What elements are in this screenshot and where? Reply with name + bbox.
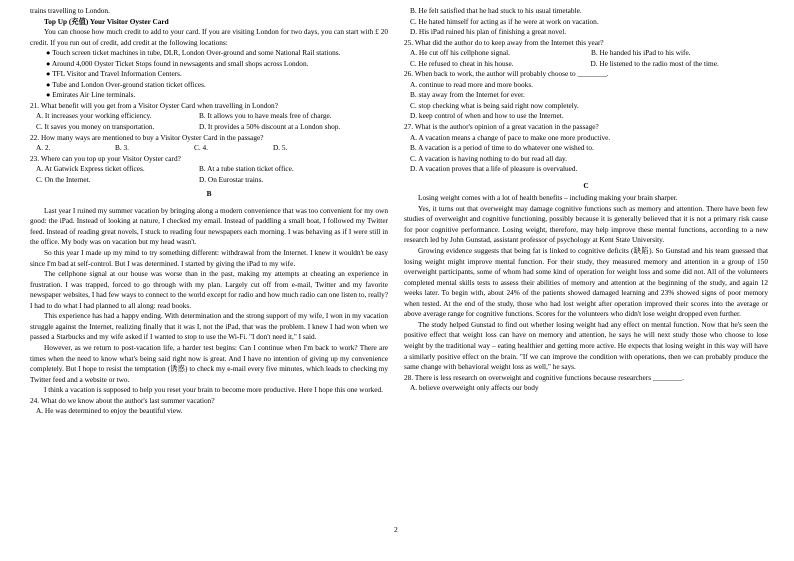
option: D. On Eurostar trains. (199, 174, 264, 184)
paragraph: The cellphone signal at our house was worse than in the past, making my attempts at cheating an experience in frustration. I was trapped, forced to go through with my plan. Largely cut off from e-mail, Twitter and my favorite newspaper websites, I had few ways to connect to the world except for radio and how much radio can one listen to, really? I had to do what I had planned to all along: read books. (30, 269, 388, 310)
bullet-item: ● TFL Visitor and Travel Information Centers. (46, 69, 182, 79)
option: B. He handed his iPad to his wife. (591, 48, 691, 58)
paragraph: I think a vacation is supposed to help you reset your brain to become more productive. Here I hope this one worked. (44, 385, 384, 395)
right-column (404, 6, 768, 394)
q22-options (30, 143, 388, 154)
section-c-heading: C (583, 180, 589, 190)
intro-tail: trains travelling to London. (30, 6, 110, 15)
option: A. A vacation means a change of pace to make one more productive. (410, 132, 611, 142)
option: A. continue to read more and more books. (410, 79, 533, 89)
question-23: 23. Where can you top up your Visitor Oyster card? (30, 153, 181, 163)
option: D. 5. (273, 143, 288, 153)
option: D. He listened to the radio most of the time. (590, 58, 719, 68)
q25-options-row2 (404, 59, 768, 70)
q23-options-row1 (30, 164, 388, 175)
option: C. It saves you money on transportation. (36, 122, 155, 132)
option: B. A vacation is a period of time to do whatever one wished to. (410, 143, 594, 153)
left-column (30, 6, 388, 417)
option: C. A vacation is having nothing to do but read all day. (410, 153, 567, 163)
bullet-item: ● Around 4,000 Oyster Ticket Stops found in newsagents and small shops across London. (46, 58, 309, 68)
option: A. He was determined to enjoy the beautiful view. (36, 406, 183, 416)
option: A. believe overweight only affects our body (410, 383, 539, 393)
paragraph: The study helped Gunstad to find out whether losing weight had any effect on mental function. Now that he's seen the positive effect that weight loss can have on memory and attention, he says he will next study those who choose to lose weight by the traditional way – eating healthier and getting more active. He expects that losing weight in this way will have a similarly positive effect on the brain. "If we can improve the condition with operations, then we can probably produce the same change with behavioral weight loss as well," he says. (404, 319, 768, 372)
option: B. stay away from the Internet for ever. (410, 90, 525, 100)
question-25: 25. What did the author do to keep away from the Internet this year? (404, 37, 604, 47)
option: B. At a tube station ticket office. (199, 164, 294, 174)
question-22: 22. How many ways are mentioned to buy a Visitor Oyster Card in the passage? (30, 132, 264, 142)
paragraph: Yes, it turns out that overweight may damage cognitive functions such as memory and attention. There have been few studies of overweight and cognitive functioning, possibly because it is generally believed that it is not a primary risk cause for poor cognitive performance. Losing weight, therefore, may help improve these mental functions, according to a new research led by John Gunstad, assistant professor of psychology at Kent State University. (404, 203, 768, 245)
option: D. It provides a 50% discount at a London shop. (199, 122, 341, 132)
option: C. On the Internet. (36, 174, 91, 184)
paragraph: Last year I ruined my summer vacation by bringing along a modern convenience that was too convenient for my own good: the iPad. Instead of looking at nature, I checked my email. Instead of paddling a small boat, I followed my Twitter feed. Instead of reading great novels, I stuck to reading four newspapers each morning. I was behaving as if I were still in the office. My body was on vacation but my head wasn't. (30, 205, 388, 247)
option: D. A vacation proves that a life of pleasure is overvalued. (410, 164, 578, 174)
q23-options-row2 (30, 175, 388, 186)
paragraph: However, as we return to post-vacation life, a harder test begins: Can I continue when I'm back to work? There are times when the need to know what's being said right now is great. And I have no intention of giving up my convenience completely. But I hope to resist the temptation (诱惑) to check my e-mail every five minutes, which leads to checking my Twitter feed and a website or two. (30, 342, 388, 384)
question-24: 24. What do we know about the author's last summer vacation? (30, 395, 215, 405)
topup-heading: Top Up (充值) Your Visitor Oyster Card (44, 16, 169, 26)
option: C. He hated himself for acting as if he were at work on vacation. (410, 16, 599, 26)
paragraph: So this year I made up my mind to try something different: withdrawal from the Internet. I knew it wouldn't be easy since I'm bad at self-control. But I was determined. I started by giving the iPad to my wife. (30, 248, 388, 268)
option: B. He felt satisfied that he had stuck to his usual timetable. (410, 6, 582, 15)
option: D. keep control of when and how to use the Internet. (410, 111, 564, 121)
paragraph: This experience has had a happy ending. With determination and the strong support of my wife, I won in my vacation struggle against the Internet, realizing finally that it was I, not the iPad, that was the problem. I knew I had won when we passed a Starbucks and my wife asked if I wanted to stop to use the Wi-Fi. "I don't need it," I said. (30, 311, 388, 342)
question-27: 27. What is the author's opinion of a great vacation in the passage? (404, 122, 599, 132)
option: C. 4. (194, 143, 208, 153)
option: A. 2. (36, 143, 51, 153)
option: A. At Gatwick Express ticket offices. (36, 164, 145, 174)
section-b-heading: B (206, 189, 212, 199)
option: C. He refused to cheat in his house. (410, 58, 514, 68)
option: B. 3. (115, 143, 129, 153)
paragraph: Growing evidence suggests that being fat is linked to cognitive deficits (缺陷). So Gunstad and his team guessed that losing weight might improve mental function. For their study, they measured memory and attention in a group of 150 overweight participants, some of whom had some kind of operation for weight loss and some did not. All of the volunteers completed mental skills tests to assess their abilities of memory and attention at the beginning of the study, and again 12 weeks later. To begin with, about 24% of the patients showed damaged learning and 23% showed signs of poor memory when tested. At the end of the study, those who had lost weight after operation improved their scores into the average or above average range for cognitive functions. Scores for the volunteers who didn't lose weight dropped even further. (404, 246, 768, 319)
bullet-item: ● Touch screen ticket machines in tube, DLR, London Over-ground and some National Rail stations. (46, 48, 341, 58)
option: A. He cut off his cellphone signal. (410, 48, 510, 58)
page-number: 2 (394, 525, 398, 534)
option: C. stop checking what is being said right now completely. (410, 100, 579, 110)
q21-options-row2 (30, 122, 388, 133)
question-26: 26. When back to work, the author will probably choose to ________. (404, 69, 609, 79)
q21-options-row1 (30, 111, 388, 122)
question-21: 21. What benefit will you get from a Visitor Oyster Card when travelling in London? (30, 100, 278, 110)
bullet-item: ● Tube and London Over-ground station ticket offices. (46, 79, 206, 89)
paragraph: Losing weight comes with a lot of health benefits – including making your brain sharper. (418, 193, 678, 203)
topup-text: You can choose how much credit to add to your card. If you are visiting London for two days, you can start with £ 20 credit. If you run out of credit, add credit at the following locations: (30, 27, 388, 47)
option: A. It increases your working efficiency. (36, 111, 152, 121)
option: D. His iPad ruined his plan of finishing a great novel. (410, 27, 567, 37)
bullet-item: ● Emirates Air Line terminals. (46, 90, 136, 100)
question-28: 28. There is less research on overweight and cognitive functions because researchers ________. (404, 372, 684, 382)
option: B. It allows you to have meals free of charge. (199, 111, 332, 121)
q25-options-row1 (404, 48, 768, 59)
